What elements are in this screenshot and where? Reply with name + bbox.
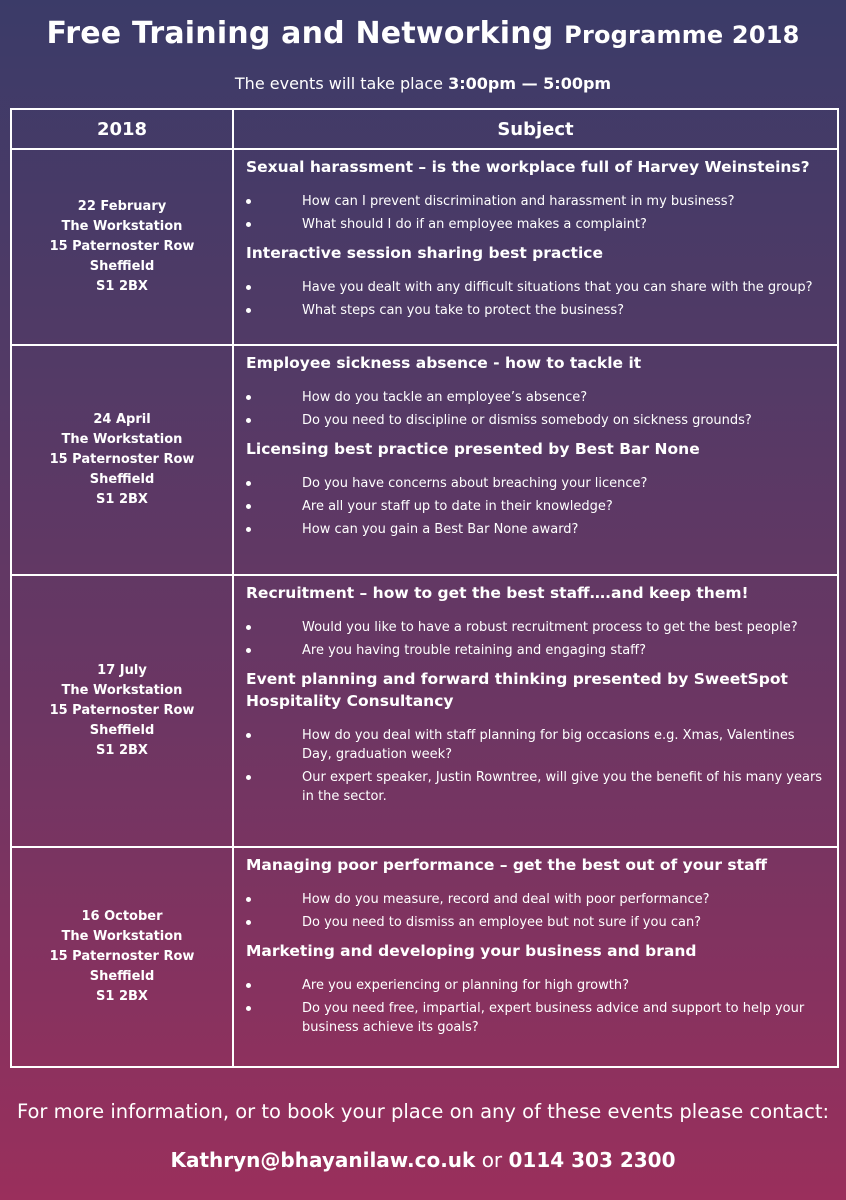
session-heading: Recruitment – how to get the best staff….and keep them! [246, 584, 749, 602]
question-item [246, 999, 827, 1037]
question-text: How can you gain a Best Bar None award? [302, 522, 579, 537]
contact-phone[interactable]: 0114 303 2300 [508, 1148, 676, 1172]
bullet-icon [246, 395, 251, 400]
bullet-icon [246, 481, 251, 486]
event-subject [233, 149, 838, 345]
bullet-icon [246, 648, 251, 653]
question-item [246, 497, 827, 516]
event-location-line: 15 Paternoster Row [49, 452, 195, 467]
session-heading: Licensing best practice presented by Best Bar None [246, 440, 700, 458]
event-location-line: The Workstation [61, 219, 183, 234]
event-date: 24 April [93, 412, 151, 427]
bullet-icon [246, 418, 251, 423]
event-subject [233, 345, 838, 575]
bullet-icon [246, 285, 251, 290]
bullet-icon [246, 504, 251, 509]
question-item [246, 726, 827, 764]
title-main: Free Training and Networking [46, 16, 554, 51]
question-item [246, 618, 827, 637]
session-heading: Marketing and developing your business and brand [246, 942, 697, 960]
contact-or: or [481, 1148, 503, 1172]
bullet-icon [246, 1006, 251, 1011]
event-location-line: S1 2BX [96, 492, 148, 507]
event-location-line: Sheffield [89, 969, 155, 984]
event-location-line: 15 Paternoster Row [49, 239, 195, 254]
bullet-icon [246, 983, 251, 988]
event-date-location [11, 847, 233, 1067]
event-subject [233, 575, 838, 847]
schedule-row [11, 575, 838, 847]
bullet-icon [246, 199, 251, 204]
event-date: 17 July [97, 663, 147, 678]
question-list [246, 192, 827, 234]
bullet-icon [246, 733, 251, 738]
question-text: What steps can you take to protect the business? [302, 303, 625, 318]
question-text: Are all your staff up to date in their knowledge? [302, 499, 613, 514]
question-text: What should I do if an employee makes a complaint? [302, 217, 647, 232]
question-item [246, 641, 827, 660]
event-date-location [11, 149, 233, 345]
question-item [246, 768, 827, 806]
event-location-line: The Workstation [61, 683, 183, 698]
question-text: How do you measure, record and deal with poor performance? [302, 892, 710, 907]
question-text: Our expert speaker, Justin Rowntree, will give you the benefit of his many years in the sector. [302, 770, 823, 804]
question-text: How do you tackle an employee’s absence? [302, 390, 588, 405]
event-location-line: S1 2BX [96, 743, 148, 758]
bullet-icon [246, 222, 251, 227]
event-location-line: 15 Paternoster Row [49, 703, 195, 718]
event-location-line: The Workstation [61, 929, 183, 944]
question-text: Do you have concerns about breaching your licence? [302, 476, 648, 491]
schedule-row [11, 149, 838, 345]
session-heading: Interactive session sharing best practice [246, 244, 603, 262]
question-list [246, 726, 827, 806]
contact-prompt: For more information, or to book your place on any of these events please contact: [16, 1100, 830, 1123]
question-text: Have you dealt with any difficult situations that you can share with the group? [302, 280, 813, 295]
question-item [246, 913, 827, 932]
question-item [246, 890, 827, 909]
question-list [246, 890, 827, 932]
question-text: Are you experiencing or planning for high growth? [302, 978, 629, 993]
question-text: Do you need free, impartial, expert business advice and support to help your business achieve its goals? [302, 1001, 805, 1035]
event-date: 22 February [77, 199, 167, 214]
session-heading: Event planning and forward thinking presented by SweetSpot Hospitality Consultancy [246, 670, 788, 710]
question-item [246, 474, 827, 493]
question-list [246, 278, 827, 320]
question-text: Do you need to dismiss an employee but not sure if you can? [302, 915, 702, 930]
contact-email[interactable]: Kathryn@bhayanilaw.co.uk [170, 1148, 476, 1172]
question-text: How can I prevent discrimination and harassment in my business? [302, 194, 735, 209]
event-date-location [11, 575, 233, 847]
question-item [246, 520, 827, 539]
question-list [246, 618, 827, 660]
question-item [246, 278, 827, 297]
question-item [246, 215, 827, 234]
event-location-line: S1 2BX [96, 279, 148, 294]
page-title [0, 16, 846, 51]
column-header-year: 2018 [11, 109, 233, 149]
bullet-icon [246, 897, 251, 902]
question-text: Would you like to have a robust recruitment process to get the best people? [302, 620, 798, 635]
event-location-line: The Workstation [61, 432, 183, 447]
question-list [246, 474, 827, 539]
bullet-icon [246, 775, 251, 780]
question-item [246, 301, 827, 320]
question-item [246, 411, 827, 430]
title-tail: Programme 2018 [564, 21, 800, 49]
column-header-subject: Subject [233, 109, 838, 149]
question-text: How do you deal with staff planning for big occasions e.g. Xmas, Valentines Day, graduation week? [302, 728, 795, 762]
table-header-row [11, 109, 838, 149]
subtitle-prefix: The events will take place [234, 74, 443, 93]
event-time: 3:00pm — 5:00pm [448, 74, 612, 93]
session-heading: Managing poor performance – get the best out of your staff [246, 856, 768, 874]
bullet-icon [246, 308, 251, 313]
event-date: 16 October [81, 909, 163, 924]
event-location-line: 15 Paternoster Row [49, 949, 195, 964]
schedule-table [10, 108, 839, 1068]
schedule-row [11, 847, 838, 1067]
question-item [246, 388, 827, 407]
contact-line [0, 1148, 846, 1172]
event-location-line: Sheffield [89, 723, 155, 738]
question-list [246, 976, 827, 1037]
bullet-icon [246, 625, 251, 630]
question-item [246, 192, 827, 211]
event-location-line: Sheffield [89, 472, 155, 487]
event-subject [233, 847, 838, 1067]
event-location-line: S1 2BX [96, 989, 148, 1004]
schedule-row [11, 345, 838, 575]
question-text: Are you having trouble retaining and engaging staff? [302, 643, 647, 658]
event-time-line [0, 74, 846, 93]
session-heading: Sexual harassment – is the workplace full of Harvey Weinsteins? [246, 158, 810, 176]
bullet-icon [246, 527, 251, 532]
session-heading: Employee sickness absence - how to tackle it [246, 354, 642, 372]
event-location-line: Sheffield [89, 259, 155, 274]
question-item [246, 976, 827, 995]
question-list [246, 388, 827, 430]
event-date-location [11, 345, 233, 575]
bullet-icon [246, 920, 251, 925]
question-text: Do you need to discipline or dismiss somebody on sickness grounds? [302, 413, 752, 428]
